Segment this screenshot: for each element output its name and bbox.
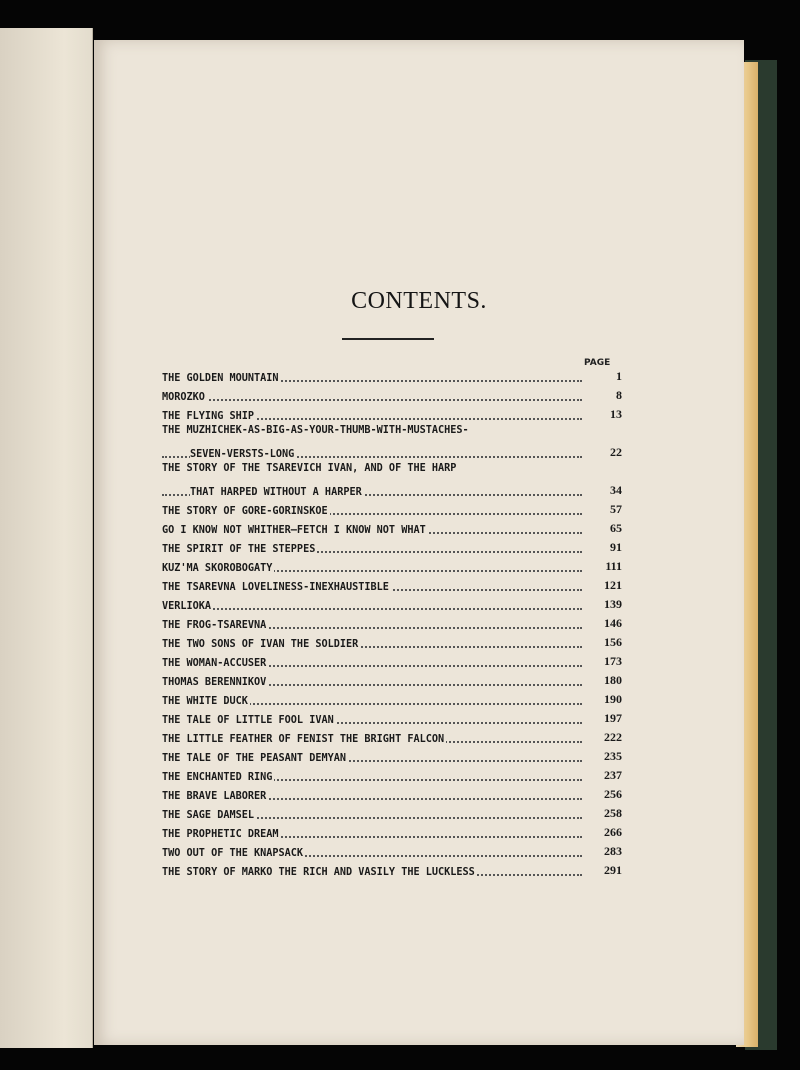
toc-entry <box>162 843 622 862</box>
toc-entry <box>162 634 622 653</box>
toc-entry-title: THE WHITE DUCK <box>162 696 248 707</box>
toc-entry-page-number: 222 <box>584 730 622 745</box>
toc-entry-page-number: 266 <box>584 825 622 840</box>
toc-entry-title: GO I KNOW NOT WHITHER—FETCH I KNOW NOT WHAT <box>162 525 426 536</box>
toc-entry <box>162 805 622 824</box>
toc-entry-page-number: 121 <box>584 578 622 593</box>
toc-entry-page-number: 22 <box>584 445 622 460</box>
toc-entry <box>162 824 622 843</box>
toc-entry <box>162 653 622 672</box>
toc-entry <box>162 539 622 558</box>
toc-entry <box>162 577 622 596</box>
toc-entry-page-number: 291 <box>584 863 622 878</box>
toc-entry-page-number: 139 <box>584 597 622 612</box>
toc-entry-title: THE TALE OF THE PEASANT DEMYAN <box>162 753 347 764</box>
toc-entry <box>162 786 622 805</box>
toc-entry <box>162 520 622 539</box>
toc-entry-title: THE FROG-TSAREVNA <box>162 620 267 631</box>
toc-entry-title: THE STORY OF MARKO THE RICH AND VASILY THE LUCKLESS <box>162 867 475 878</box>
table-of-contents <box>162 368 622 881</box>
toc-entry-page-number: 283 <box>584 844 622 859</box>
toc-entry-title-line1: THE STORY OF THE TSAREVICH IVAN, AND OF THE HARP <box>162 463 457 474</box>
toc-entry-page-number: 237 <box>584 768 622 783</box>
toc-entry-page-number: 180 <box>584 673 622 688</box>
toc-entry-title: THE TALE OF LITTLE FOOL IVAN <box>162 715 334 726</box>
toc-entry <box>162 463 622 501</box>
title-rule <box>342 338 434 340</box>
toc-entry-page-number: 197 <box>584 711 622 726</box>
toc-entry-title: THE TWO SONS OF IVAN THE SOLDIER <box>162 639 359 650</box>
facing-page <box>0 28 93 1048</box>
toc-entry <box>162 767 622 786</box>
toc-entry-page-number: 146 <box>584 616 622 631</box>
toc-entry <box>162 615 622 634</box>
toc-entry-title: MOROZKO <box>162 392 205 403</box>
toc-entry-page-number: 190 <box>584 692 622 707</box>
toc-entry-title: THE FLYING SHIP <box>162 411 255 422</box>
toc-entry-page-number: 235 <box>584 749 622 764</box>
toc-entry <box>162 672 622 691</box>
toc-entry <box>162 501 622 520</box>
toc-entry-title: THE TSAREVNA LOVELINESS-INEXHAUSTIBLE <box>162 582 389 593</box>
toc-entry <box>162 368 622 387</box>
toc-entry-page-number: 1 <box>584 369 622 384</box>
page-title: CONTENTS. <box>351 288 487 314</box>
toc-entry-title-line1: THE MUZHICHEK-AS-BIG-AS-YOUR-THUMB-WITH-MUSTACHES- <box>162 425 469 436</box>
toc-entry-page-number: 65 <box>584 521 622 536</box>
toc-entry <box>162 387 622 406</box>
contents-page <box>94 40 744 1045</box>
toc-entry-page-number: 173 <box>584 654 622 669</box>
toc-entry-title: THE ENCHANTED RING <box>162 772 273 783</box>
toc-entry <box>162 748 622 767</box>
toc-entry-page-number: 13 <box>584 407 622 422</box>
toc-entry-title: SEVEN-VERSTS-LONG <box>190 449 295 460</box>
toc-entry-title: THE GOLDEN MOUNTAIN <box>162 373 279 384</box>
toc-entry-title: THE BRAVE LABORER <box>162 791 267 802</box>
dot-leader <box>162 608 582 610</box>
toc-entry <box>162 596 622 615</box>
toc-entry-title: THE PROPHETIC DREAM <box>162 829 279 840</box>
page-column-label: PAGE <box>584 358 611 368</box>
toc-entry-page-number: 156 <box>584 635 622 650</box>
toc-entry-title: THAT HARPED WITHOUT A HARPER <box>190 487 362 498</box>
toc-entry <box>162 691 622 710</box>
toc-entry-page-number: 8 <box>584 388 622 403</box>
toc-entry-title: THE STORY OF GORE-GORINSKOE <box>162 506 328 517</box>
toc-entry-page-number: 258 <box>584 806 622 821</box>
toc-entry <box>162 862 622 881</box>
toc-entry-title: VERLIOKA <box>162 601 212 612</box>
toc-entry <box>162 558 622 577</box>
toc-entry <box>162 710 622 729</box>
toc-entry-page-number: 34 <box>584 483 622 498</box>
toc-entry-title: TWO OUT OF THE KNAPSACK <box>162 848 304 859</box>
toc-entry-title: THE SPIRIT OF THE STEPPES <box>162 544 316 555</box>
toc-entry-title: THE SAGE DAMSEL <box>162 810 255 821</box>
toc-entry <box>162 406 622 425</box>
toc-entry <box>162 729 622 748</box>
toc-entry-title: KUZ'MA SKOROBOGATY <box>162 563 273 574</box>
toc-entry <box>162 425 622 463</box>
dot-leader <box>162 399 582 401</box>
toc-entry-page-number: 256 <box>584 787 622 802</box>
toc-entry-title: THE WOMAN-ACCUSER <box>162 658 267 669</box>
toc-entry-page-number: 91 <box>584 540 622 555</box>
toc-entry-page-number: 57 <box>584 502 622 517</box>
toc-entry-page-number: 111 <box>584 559 622 574</box>
toc-entry-title: THE LITTLE FEATHER OF FENIST THE BRIGHT FALCON <box>162 734 445 745</box>
toc-entry-title: THOMAS BERENNIKOV <box>162 677 267 688</box>
